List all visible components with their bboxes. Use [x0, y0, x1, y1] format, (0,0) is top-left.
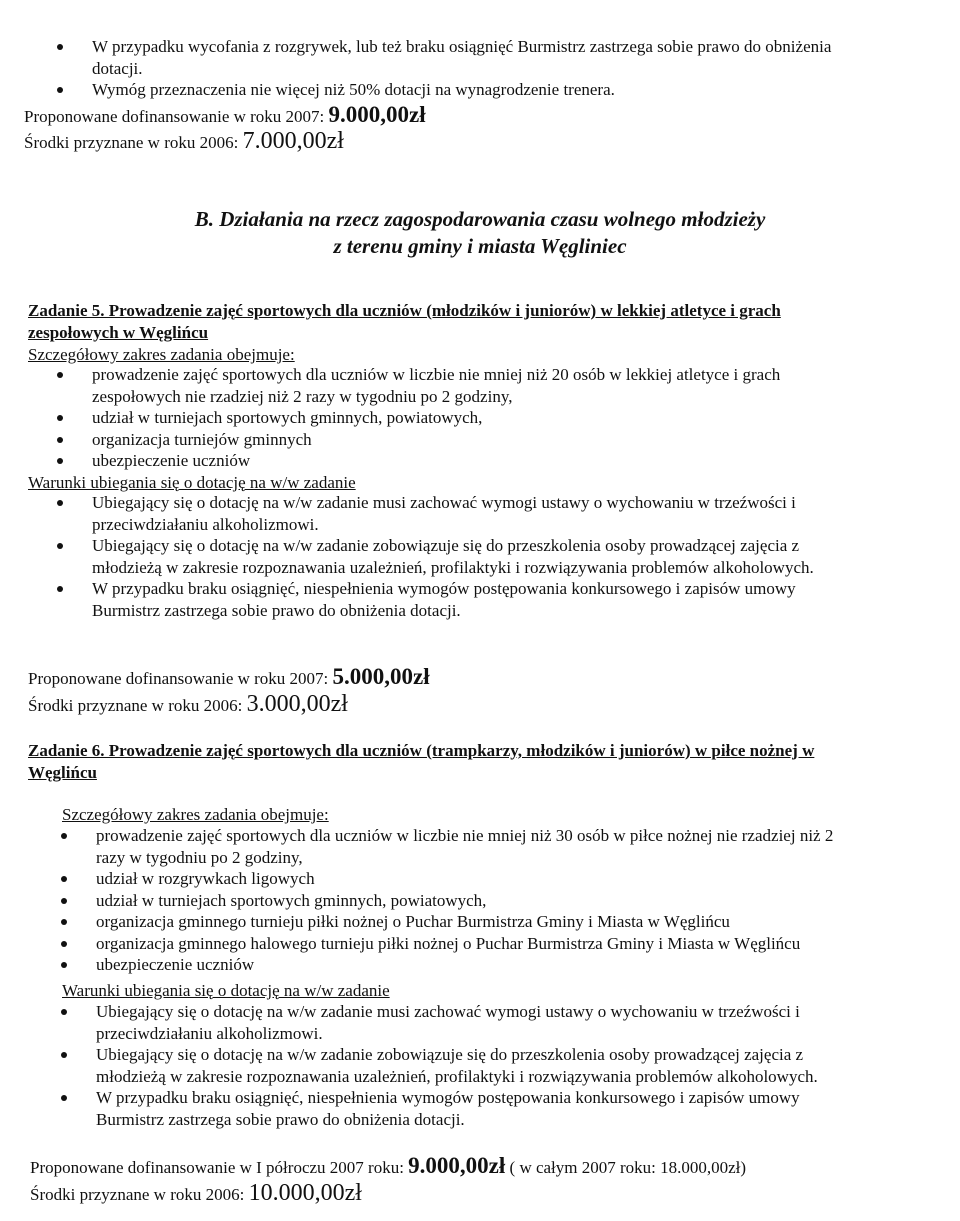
task-5-scope-label: Szczegółowy zakres zadania obejmuje: [28, 345, 295, 364]
section-b-heading-line1: B. Działania na rzecz zagospodarowania czasu wolnego młodzieży [194, 207, 766, 231]
granted-funds-amount: 7.000,00zł [242, 128, 344, 154]
list-item: organizacja turniejów gminnych [56, 429, 846, 451]
list-item: Ubiegający się o dotację na w/w zadanie musi zachować wymogi ustawy o wychowaniu w trzeźwości i przeciwdziałaniu alkoholizmowi. [60, 1001, 865, 1044]
task-6-conditions-list [60, 1001, 865, 1130]
task-6-granted-funds-line: Środki przyznane w roku 2006: 10.000,00zł [30, 1180, 362, 1206]
bullet-icon [61, 1009, 67, 1015]
task-6-scope-label: Szczegółowy zakres zadania obejmuje: [62, 805, 329, 824]
task-5-conditions-label: Warunki ubiegania się o dotację na w/w zadanie [28, 473, 356, 492]
task-6-proposed-note: ( w całym 2007 roku: 18.000,00zł) [509, 1158, 747, 1177]
task-5-proposed-funding-line: Proponowane dofinansowanie w roku 2007: 5.000,00zł [28, 664, 430, 689]
list-item: Ubiegający się o dotację na w/w zadanie zobowiązuje się do przeszkolenia osoby prowadzącej zajęcia z młodzieżą w zakresie rozpoznawania uzależnień, profilaktyki i rozwiązywania problemów alkoholowych. [60, 1044, 865, 1087]
task-5-granted-funds-line: Środki przyznane w roku 2006: 3.000,00zł [28, 691, 348, 717]
list-item: organizacja gminnego halowego turnieju piłki nożnej o Puchar Burmistrza Gminy i Miasta w Węglińcu [60, 933, 860, 955]
proposed-funding-amount: 9.000,00zł [328, 102, 426, 127]
list-item: Wymóg przeznaczenia nie więcej niż 50% dotacji na wynagrodzenie trenera. [56, 79, 856, 101]
bullet-icon [57, 44, 63, 50]
list-item: W przypadku braku osiągnięć, niespełnienia wymogów postępowania konkursowego i zapisów umowy Burmistrz zastrzega sobie prawo do obniżenia dotacji. [56, 578, 856, 621]
bullet-icon [61, 941, 67, 947]
task-6-granted-amount: 10.000,00zł [248, 1180, 362, 1206]
list-item: prowadzenie zajęć sportowych dla uczniów w liczbie nie mniej niż 20 osób w lekkiej atletyce i grach zespołowych nie rzadziej niż 2 razy w tygodniu po 2 godziny, [56, 364, 846, 407]
task-5-proposed-amount: 5.000,00zł [332, 664, 430, 689]
task-5-scope-list [56, 364, 846, 472]
bullet-icon [57, 458, 63, 464]
bullet-icon [61, 919, 67, 925]
list-item: Ubiegający się o dotację na w/w zadanie zobowiązuje się do przeszkolenia osoby prowadzącej zajęcia z młodzieżą w zakresie rozpoznawania uzależnień, profilaktyki i rozwiązywania problemów alkoholowych. [56, 535, 856, 578]
granted-funds-line: Środki przyznane w roku 2006: 7.000,00zł [24, 128, 344, 154]
bullet-icon [57, 372, 63, 378]
task-6-title: Zadanie 6. Prowadzenie zajęć sportowych dla uczniów (trampkarzy, młodzików i juniorów) w piłce nożnej w Węglińcu [28, 741, 815, 782]
bullet-icon [57, 543, 63, 549]
list-item: W przypadku braku osiągnięć, niespełnienia wymogów postępowania konkursowego i zapisów umowy Burmistrz zastrzega sobie prawo do obniżenia dotacji. [60, 1087, 865, 1130]
bullet-icon [57, 500, 63, 506]
bullet-icon [57, 415, 63, 421]
list-item: ubezpieczenie uczniów [60, 954, 860, 976]
list-item: W przypadku wycofania z rozgrywek, lub też braku osiągnięć Burmistrz zastrzega sobie prawo do obniżenia dotacji. [56, 36, 856, 79]
list-item: udział w turniejach sportowych gminnych, powiatowych, [60, 890, 860, 912]
bullet-icon [61, 876, 67, 882]
bullet-icon [57, 87, 63, 93]
list-item: ubezpieczenie uczniów [56, 450, 846, 472]
bullet-icon [61, 962, 67, 968]
bullet-icon [61, 1052, 67, 1058]
task-6-scope-list [60, 825, 860, 976]
task-5-title: Zadanie 5. Prowadzenie zajęć sportowych dla uczniów (młodzików i juniorów) w lekkiej atletyce i grach zespołowych w Węglińcu [28, 301, 781, 342]
proposed-funding-line: Proponowane dofinansowanie w roku 2007: 9.000,00zł [24, 102, 426, 127]
section-b-heading-line2: z terenu gminy i miasta Węgliniec [333, 234, 627, 258]
task-6-conditions-label: Warunki ubiegania się o dotację na w/w zadanie [62, 981, 390, 1000]
bullet-icon [61, 898, 67, 904]
list-item: Ubiegający się o dotację na w/w zadanie musi zachować wymogi ustawy o wychowaniu w trzeźwości i przeciwdziałaniu alkoholizmowi. [56, 492, 856, 535]
task-6-proposed-funding-line: Proponowane dofinansowanie w I półroczu 2007 roku: 9.000,00zł ( w całym 2007 roku: 18.000,00zł) [30, 1153, 747, 1178]
list-item: udział w rozgrywkach ligowych [60, 868, 860, 890]
task-5-granted-amount: 3.000,00zł [246, 691, 348, 717]
bullet-icon [57, 586, 63, 592]
bullet-icon [61, 1095, 67, 1101]
list-item: organizacja gminnego turnieju piłki nożnej o Puchar Burmistrza Gminy i Miasta w Węglińcu [60, 911, 860, 933]
task-5-conditions-list [56, 492, 856, 621]
task-6-proposed-amount: 9.000,00zł [408, 1153, 506, 1178]
top-bullet-list [56, 36, 856, 101]
list-item: udział w turniejach sportowych gminnych, powiatowych, [56, 407, 846, 429]
bullet-icon [61, 833, 67, 839]
list-item: prowadzenie zajęć sportowych dla uczniów w liczbie nie mniej niż 30 osób w piłce nożnej nie rzadziej niż 2 razy w tygodniu po 2 godziny, [60, 825, 860, 868]
bullet-icon [57, 437, 63, 443]
